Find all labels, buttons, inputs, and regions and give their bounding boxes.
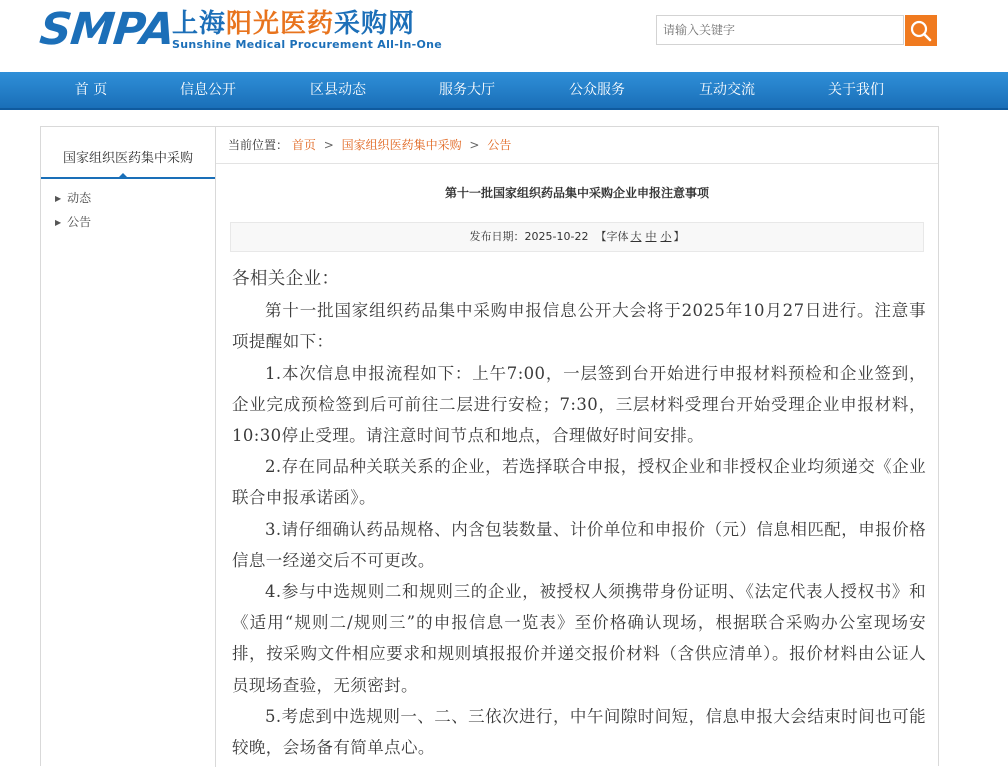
sidebar-item-label: 公告	[67, 215, 92, 229]
nav-interaction[interactable]: 互动交流	[699, 82, 755, 98]
logo-chinese-name	[172, 10, 415, 38]
breadcrumb-home[interactable]: 首页	[291, 138, 316, 152]
font-size-large-link[interactable]: 大	[630, 230, 642, 243]
breadcrumb-current[interactable]: 公告	[487, 138, 512, 152]
article-salutation: 各相关企业：	[232, 269, 340, 289]
main-nav	[0, 72, 1008, 110]
font-size-medium-link[interactable]: 中	[645, 230, 657, 243]
font-size-label: 【字体	[595, 230, 629, 243]
logo-cn-part3: 采购网	[334, 9, 416, 39]
breadcrumb-separator: >	[469, 138, 480, 152]
breadcrumb	[216, 127, 938, 164]
publish-date: 发布日期：2025-10-22	[469, 230, 589, 243]
article-paragraph: 1.本次信息申报流程如下：上午7:00，一层签到台开始进行申报材料预检和企业签到，企业完成预检签到后可前往二层进行安检；7:30，三层材料受理台开始受理企业申报材料，10:30停止受理。请注意时间节点和地点，合理做好时间安排。	[232, 363, 926, 446]
article-body	[232, 264, 926, 763]
font-size-small-link[interactable]: 小	[660, 230, 672, 243]
nav-info-public[interactable]: 信息公开	[180, 82, 236, 98]
site-header	[0, 0, 1008, 72]
sidebar-item-label: 动态	[67, 191, 92, 205]
search-input[interactable]	[657, 16, 899, 44]
font-size-label-close: 】	[673, 230, 685, 243]
article-paragraph: 第十一批国家组织药品集中采购申报信息公开大会将于2025年10月27日进行。注意事项提醒如下：	[232, 301, 926, 352]
nav-district-news[interactable]: 区县动态	[310, 82, 366, 98]
search-box	[656, 15, 904, 45]
article-paragraph: 2.存在同品种关联关系的企业，若选择联合申报，授权企业和非授权企业均须递交《企业联合申报承诺函》。	[232, 457, 926, 508]
article-paragraph: 3.请仔细确认药品规格、内含包装数量、计价单位和申报价（元）信息相匹配，申报价格信息一经递交后不可更改。	[232, 519, 926, 570]
content-area	[216, 127, 938, 767]
article-meta	[230, 222, 924, 252]
sidebar-item-news[interactable]	[55, 188, 91, 208]
breadcrumb-category[interactable]: 国家组织医药集中采购	[341, 138, 462, 152]
breadcrumb-separator: >	[323, 138, 334, 152]
search-button[interactable]	[905, 15, 937, 46]
bullet-arrow-icon: ▶	[55, 194, 62, 203]
sidebar	[41, 127, 216, 767]
search-icon	[905, 15, 937, 46]
article-paragraph: 5.考虑到中选规则一、二、三依次进行，中午间隙时间短，信息申报大会结束时间也可能较晚，会场备有简单点心。	[232, 706, 926, 758]
logo-cn-part2: 阳光医药	[226, 9, 335, 39]
article-title: 第十一批国家组织药品集中采购企业申报注意事项	[444, 186, 709, 200]
sidebar-active-caret	[118, 173, 128, 178]
nav-home[interactable]: 首 页	[74, 82, 108, 98]
nav-service-hall[interactable]: 服务大厅	[439, 82, 495, 98]
sidebar-item-announcements[interactable]	[55, 212, 91, 232]
article-paragraph: 4.参与中选规则二和规则三的企业，被授权人须携带身份证明、《法定代表人授权书》和《适用“规则二/规则三”的申报信息一览表》至价格确认现场，根据联合采购办公室现场安排，按采购文件相应要求和规则填报报价并递交报价材料（含供应清单）。报价材料由公证人员现场查验，无须密封。	[232, 582, 926, 695]
main-frame	[40, 126, 939, 766]
logo-cn-part1: 上海	[172, 9, 227, 39]
sidebar-title[interactable]: 国家组织医药集中采购	[41, 127, 215, 179]
nav-public-service[interactable]: 公众服务	[569, 82, 625, 98]
breadcrumb-prefix: 当前位置：	[228, 138, 289, 152]
nav-about-us[interactable]: 关于我们	[828, 82, 884, 98]
logo-english-name: Sunshine Medical Procurement All-In-One	[172, 38, 443, 51]
logo-mark: SMPA	[37, 4, 177, 55]
bullet-arrow-icon: ▶	[55, 218, 62, 227]
